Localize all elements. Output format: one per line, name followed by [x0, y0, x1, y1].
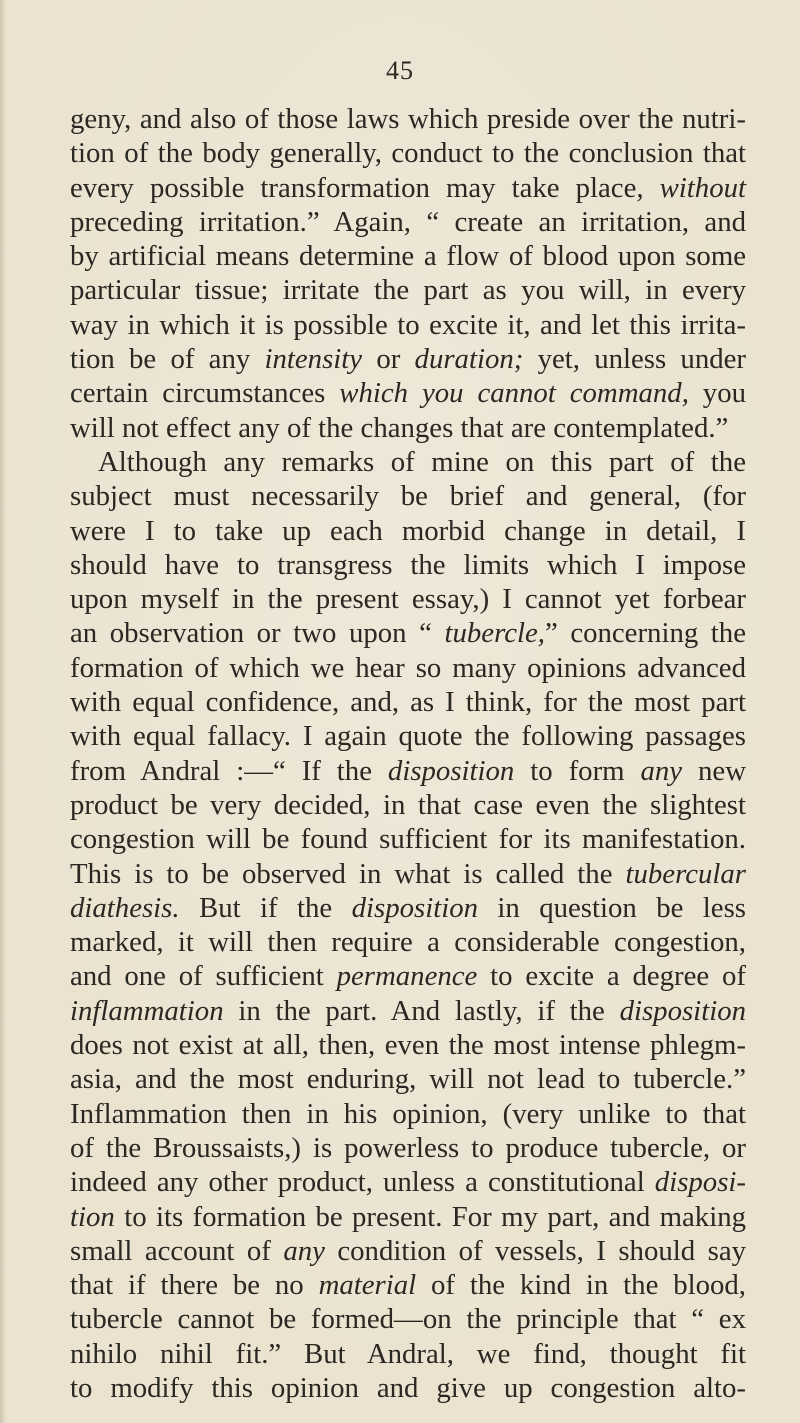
- text-segment: congestion will be found sufficient for its manifestation.: [70, 823, 746, 856]
- text-segment: way in which it is possible to excite it, and let this irrita-: [70, 308, 746, 341]
- text-segment: of the Broussaists,) is powerless to produce tubercle, or: [70, 1131, 746, 1164]
- text-segment: of the kind in the blood,: [416, 1269, 747, 1302]
- text-line: [70, 959, 746, 993]
- text-segment: marked, it will then require a considerable congestion,: [70, 926, 746, 959]
- text-line: [70, 136, 746, 170]
- text-segment: with equal fallacy. I again quote the following passages: [70, 720, 746, 753]
- text-line: [70, 342, 746, 376]
- text-segment: every possible transformation may take place,: [70, 171, 660, 204]
- text-line: [70, 205, 746, 239]
- text-segment: you: [688, 377, 746, 410]
- text-line: [70, 445, 746, 479]
- italic-segment: diathesis.: [70, 891, 180, 924]
- text-segment: asia, and the most enduring, will not lead to tubercle.”: [70, 1063, 746, 1096]
- text-segment: yet, unless under: [523, 343, 746, 376]
- text-line: [70, 616, 746, 650]
- text-line: [70, 308, 746, 342]
- text-segment: from Andral :—“ If the: [70, 754, 388, 787]
- page-edge-shadow: [0, 0, 6, 1423]
- italic-segment: disposi-: [654, 1166, 746, 1199]
- text-line: [70, 582, 746, 616]
- text-segment: does not exist at all, then, even the most intense phlegm-: [70, 1029, 746, 1062]
- text-segment: that if there be no: [70, 1269, 319, 1302]
- text-segment: particular tissue; irritate the part as you will, in every: [70, 274, 746, 307]
- text-segment: upon myself in the present essay,) I cannot yet forbear: [70, 583, 746, 616]
- text-line: [70, 891, 746, 925]
- text-segment: Although any remarks of mine on this part of the: [98, 445, 746, 478]
- text-segment: and one of sufficient: [70, 960, 337, 993]
- text-line: [70, 857, 746, 891]
- italic-segment: disposition: [351, 891, 479, 924]
- text-segment: small account of: [70, 1234, 284, 1267]
- text-segment: in question be less: [478, 891, 746, 924]
- text-line: [70, 1302, 746, 1336]
- italic-segment: disposition: [619, 994, 746, 1027]
- text-line: [70, 1165, 746, 1199]
- text-line: [70, 1268, 746, 1302]
- text-line: [70, 1131, 746, 1165]
- italic-segment: any: [283, 1234, 325, 1267]
- italic-segment: which you cannot command,: [339, 377, 689, 410]
- text-segment: certain circumstances: [70, 377, 340, 410]
- text-line: [70, 479, 746, 513]
- text-line: [70, 376, 746, 410]
- body-text: [70, 102, 746, 1405]
- text-line: [70, 239, 746, 273]
- text-segment: to its formation be present. For my part, and making: [114, 1200, 746, 1233]
- text-segment: an observation or two upon “: [70, 617, 445, 650]
- text-line: [70, 1337, 746, 1371]
- text-line: [70, 994, 746, 1028]
- italic-segment: permanence: [336, 960, 478, 993]
- text-segment: to modify this opinion and give up congestion alto-: [70, 1371, 746, 1404]
- text-segment: This is to be observed in what is called the: [70, 857, 626, 890]
- text-segment: were I to take up each morbid change in detail, I: [70, 514, 746, 547]
- page-number: 45: [386, 56, 414, 85]
- text-line: [70, 719, 746, 753]
- italic-segment: intensity: [264, 343, 363, 376]
- text-segment: tion of the body generally, conduct to the conclusion that: [70, 137, 746, 170]
- text-segment: or: [362, 343, 415, 376]
- text-line: [70, 171, 746, 205]
- text-line: [70, 102, 746, 136]
- text-segment: indeed any other product, unless a constitutional: [70, 1166, 655, 1199]
- text-line: [70, 651, 746, 685]
- text-segment: tion be of any: [70, 343, 265, 376]
- text-line: [70, 1028, 746, 1062]
- text-line: [70, 1234, 746, 1268]
- text-segment: tubercle cannot be formed—on the principle that “ ex: [70, 1303, 746, 1336]
- text-segment: geny, and also of those laws which preside over the nutri-: [70, 103, 746, 135]
- italic-segment: disposition: [387, 754, 515, 787]
- text-segment: to form: [514, 754, 641, 787]
- italic-segment: tion: [70, 1200, 115, 1233]
- italic-segment: inflammation: [70, 994, 224, 1027]
- text-line: [70, 822, 746, 856]
- text-line: [70, 754, 746, 788]
- text-line: [70, 1097, 746, 1131]
- text-segment: will not effect any of the changes that are contemplated.”: [70, 411, 729, 444]
- italic-segment: tubercle,: [444, 617, 545, 650]
- text-segment: Inflammation then in his opinion, (very unlike to that: [70, 1097, 746, 1130]
- text-line: [70, 925, 746, 959]
- text-segment: in the part. And lastly, if the: [223, 994, 620, 1027]
- text-segment: to excite a degree of: [477, 960, 746, 993]
- text-segment: formation of which we hear so many opinions advanced: [70, 651, 746, 684]
- text-line: [70, 1371, 746, 1405]
- text-segment: should have to transgress the limits which I impose: [70, 548, 746, 581]
- text-line: [70, 548, 746, 582]
- italic-segment: duration;: [414, 343, 524, 376]
- text-segment: condition of vessels, I should say: [324, 1234, 746, 1267]
- italic-segment: material: [318, 1269, 417, 1302]
- text-line: [70, 685, 746, 719]
- text-segment: new: [682, 754, 746, 787]
- italic-segment: any: [640, 754, 683, 787]
- text-line: [70, 411, 746, 445]
- text-segment: subject must necessarily be brief and general, (for: [70, 480, 746, 513]
- text-segment: nihilo nihil fit.” But Andral, we find, thought fit: [70, 1337, 746, 1370]
- text-line: [70, 514, 746, 548]
- text-line: [70, 1062, 746, 1096]
- text-segment: product be very decided, in that case even the slightest: [70, 788, 746, 821]
- italic-segment: without: [659, 171, 746, 204]
- italic-segment: tubercular: [625, 857, 746, 890]
- text-line: [70, 788, 746, 822]
- text-segment: ” concerning the: [544, 617, 746, 650]
- text-line: [70, 1200, 746, 1234]
- text-line: [70, 273, 746, 307]
- text-segment: preceding irritation.” Again, “ create an irritation, and: [70, 205, 746, 238]
- text-segment: with equal confidence, and, as I think, for the most part: [70, 686, 746, 719]
- text-segment: by artificial means determine a flow of blood upon some: [70, 240, 746, 273]
- text-segment: But if the: [179, 891, 352, 924]
